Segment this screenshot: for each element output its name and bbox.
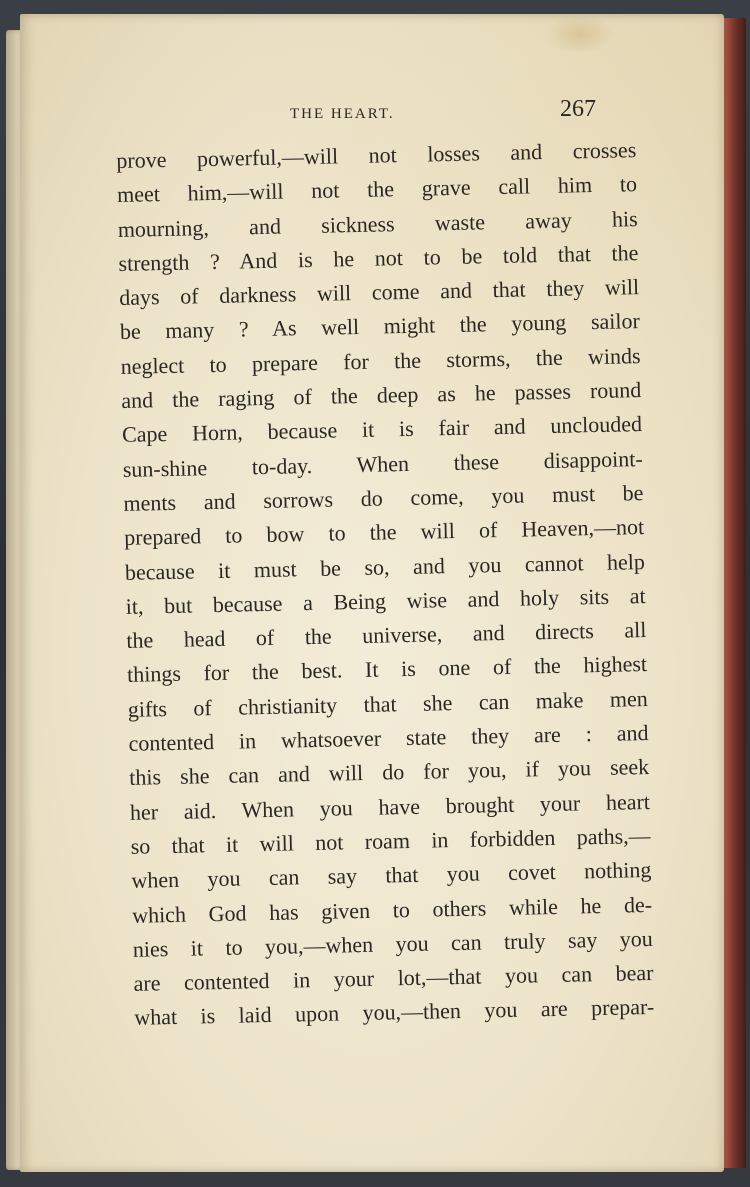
- text-line: it, but because a Being wise and holy sits at: [125, 582, 646, 619]
- text-line: meet him,—will not the grave call him to: [116, 171, 638, 208]
- text-line: prove powerful,—will not losses and crosses: [116, 137, 637, 173]
- text-line: contented in whatsoever state they are : and: [128, 720, 649, 756]
- text-line: and the raging of the deep as he passes round: [121, 377, 642, 414]
- text-line: gifts of christianity that she can make men: [127, 685, 648, 722]
- text-line: because it must be so, and you cannot help: [124, 548, 646, 585]
- text-line: what is laid upon you,—then you are prepar-: [134, 994, 655, 1031]
- text-line: this she can and will do for you, if you seek: [129, 754, 650, 791]
- text-line: prepared to bow to the will of Heaven,—not: [123, 514, 645, 551]
- text-line: when you can say that you covet nothing: [131, 857, 652, 894]
- book-page: [20, 14, 724, 1172]
- text-line: things for the best. It is one of the highest: [126, 651, 648, 688]
- text-line: days of darkness will come and that they will: [118, 274, 640, 311]
- text-line: neglect to prepare for the storms, the winds: [120, 342, 641, 379]
- text-line: the head of the universe, and directs all: [126, 617, 647, 654]
- text-line: be many ? As well might the young sailor: [119, 308, 641, 345]
- text-line: her aid. When you have brought your heart: [129, 788, 651, 825]
- running-head: THE HEART.: [290, 106, 395, 122]
- text-line: Cape Horn, because it is fair and unclouded: [121, 411, 643, 448]
- page-number: 267: [560, 96, 596, 122]
- body-text: [116, 133, 655, 1035]
- text-line: strength ? And is he not to be told that the: [118, 239, 639, 276]
- text-line: sun-shine to-day. When these disappoint-: [122, 445, 643, 482]
- text-line: so that it will not roam in forbidden paths,—: [130, 822, 651, 859]
- text-line: nies it to you,—when you can truly say you: [132, 925, 654, 962]
- text-line: mourning, and sickness waste away his: [117, 205, 638, 242]
- text-line: ments and sorrows do come, you must be: [123, 480, 644, 516]
- page-stain: [545, 14, 615, 54]
- text-line: are contented in your lot,—that you can bear: [133, 960, 654, 996]
- text-line: which God has given to others while he de-: [131, 891, 653, 928]
